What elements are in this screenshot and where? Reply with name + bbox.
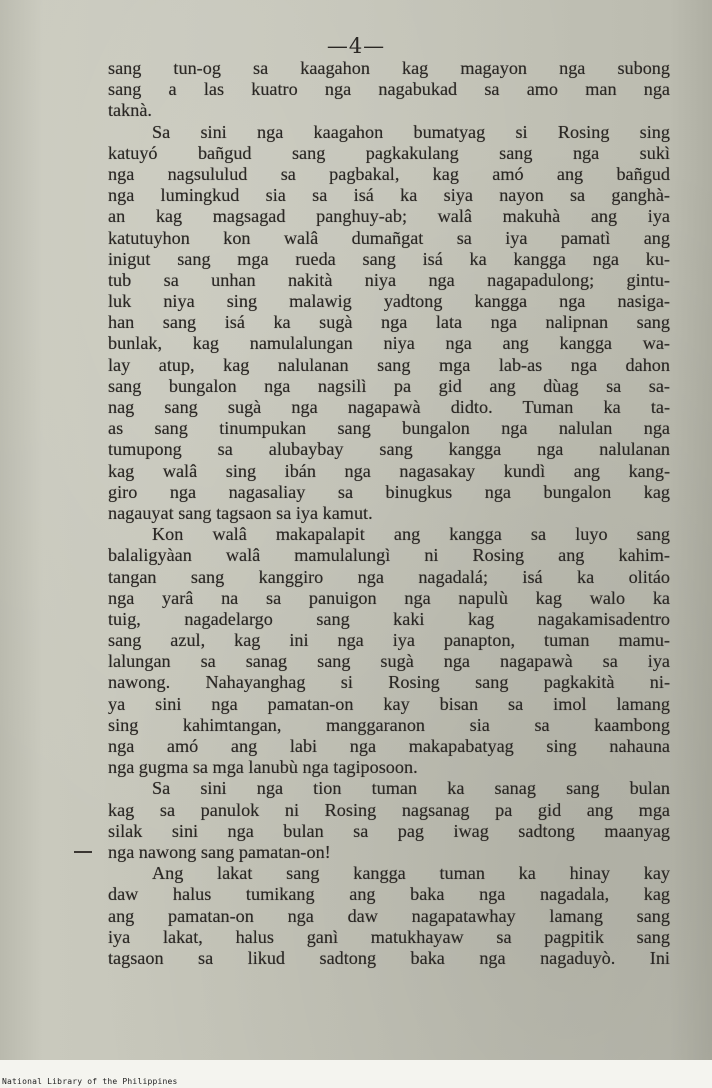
text-line: lay atup, kag nalulanan sang mga lab-as nga dahon [108,354,670,375]
text-line: kag sa panulok ni Rosing nagsanag pa gid ang mga [108,799,670,820]
text-line: sang tun-og sa kaagahon kag magayon nga subong [108,58,670,78]
text-line: sing kahimtangan, manggaranon sia sa kaambong [108,714,670,735]
text-line: as sang tinumpukan sang bungalon nga nalulan nga [108,418,670,439]
text-line: balaligyàan walâ mamulalungì ni Rosing ang kahim- [108,545,670,566]
text-line: iya lakat, halus ganì matukhayaw sa pagpitik sang [108,926,670,947]
text-line: sang azul, kag ini nga iya panapton, tuman mamu- [108,630,670,651]
text-line: silak sini nga bulan sa pag iwag sadtong maanyag [108,820,670,841]
text-line: daw halus tumikang ang baka nga nagadala, kag [108,884,670,905]
text-line: nag sang sugà nga nagapawà didto. Tuman ka ta- [108,397,670,417]
text-line: tuig, nagadelargo sang kaki kag nagakamisadentro [108,608,670,629]
text-line: nawong. Nahayanghag si Rosing sang pagkakità ni- [108,672,670,693]
text-line: nga gugma sa mga lanubù nga tagiposoon. [108,757,418,778]
text-line: Kon walâ makapalapit ang kangga sa luyo sang [152,524,670,545]
text-line: lalungan sa sanag sang sugà nga nagapawà sa iya [108,651,670,672]
text-line: Sa sini nga tion tuman ka sanag sang bulan [152,778,670,799]
margin-dash-mark [74,851,92,853]
text-line: taknà. [108,100,152,121]
page-number: —4— [326,34,386,58]
text-line: ya sini nga pamatan-on kay bisan sa imol lamang [108,693,670,714]
text-line: sang a las kuatro nga nagabukad sa amo man nga [108,79,670,100]
text-line: nagauyat sang tagsaon sa iya kamut. [108,502,373,523]
text-line: tub sa unhan nakità niya nga nagapadulong; gintu- [108,269,670,290]
text-line: giro nga nagasaliay sa binugkus nga bungalon kag [108,481,670,502]
text-line: nga yarâ na sa panuigon nga napulù kag walo ka [108,587,670,608]
text-line: inigut sang mga rueda sang isá ka kangga nga ku- [108,248,670,269]
text-line: nga nawong sang pamatan-on! [108,841,331,862]
text-line: tagsaon sa likud sadtong baka nga nagaduyò. Ini [108,947,670,968]
text-line: nga amó ang labi nga makapabatyag sing nahauna [108,736,670,756]
text-line: ang pamatan-on nga daw nagapatawhay lamang sang [108,905,670,926]
text-line: nga nagsululud sa pagbakal, kag amó ang bañgud [108,163,670,184]
page-text [108,58,670,969]
text-line: katutuyhon kon walâ dumañgat sa iya pamatì ang [108,227,670,248]
text-line: han sang isá ka sugà nga lata nga nalipnan sang [108,312,670,333]
text-line: Sa sini nga kaagahon bumatyag si Rosing sing [152,121,670,142]
text-line: kag walâ sing ibán nga nagasakay kundì ang kang- [108,460,670,481]
text-line: sang bungalon nga nagsilì pa gid ang dùag sa sa- [108,375,670,396]
text-line: katuyó bañgud sang pagkakulang sang nga sukì [108,142,670,163]
text-line: bunlak, kag namulalungan niya nga ang kangga wa- [108,333,670,354]
library-footer-credit: National Library of the Philippines [2,1077,178,1086]
text-line: luk niya sing malawig yadtong kangga nga nasiga- [108,291,670,312]
text-line: tangan sang kanggiro nga nagadalá; isá ka olitáo [108,566,670,587]
text-line: nga lumingkud sia sa isá ka siya nayon sa ganghà- [108,185,670,206]
text-line: Ang lakat sang kangga tuman ka hinay kay [152,863,670,884]
text-line: tumupong sa alubaybay sang kangga nga nalulanan [108,439,670,460]
text-line: an kag magsagad panghuy-ab; walâ makuhà ang iya [108,206,670,227]
